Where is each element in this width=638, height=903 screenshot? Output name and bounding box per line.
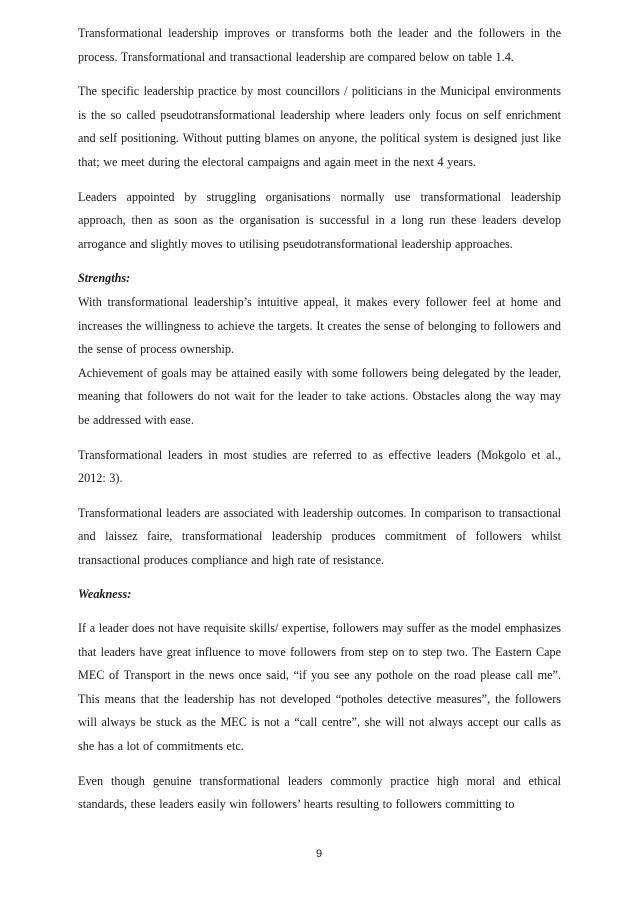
strengths-heading: Strengths: [78, 271, 131, 286]
page-number: 9 [315, 848, 323, 860]
strengths-paragraph-effective: Transformational leaders in most studies are referred to as effective leaders (Mokgolo et al., 2012: 3). [78, 447, 561, 486]
paragraph-pseudotransformational: The specific leadership practice by most councillors / politicians in the Municipal environments is the so called pseudotransformational leadership where leaders only focus on self enrichment and self positioning. Without putting blames on anyone, the political system is designed just like that; we meet during the electoral campaigns and again meet in the next 4 years. [78, 84, 561, 169]
strengths-paragraph-appeal: With transformational leadership’s intuitive appeal, it makes every follower feel at home and increases the willingness to achieve the targets. It creates the sense of belonging to followers and the sense of process ownership. [78, 294, 561, 357]
weakness-paragraph-skills: If a leader does not have requisite skills/ expertise, followers may suffer as the model emphasizes that leaders have great influence to move followers from step on to step two. The Eastern Cape MEC of Transport in the news once said, “if you see any pothole on the road please call me”. This means that the leadership has not developed “potholes detective measures”, the followers will always be stuck as the MEC is not a “call centre”, she will not always accept our calls as she has a lot of commitments etc. [78, 621, 561, 754]
weakness-heading: Weakness: [78, 587, 132, 602]
paragraph-intro: Transformational leadership improves or transforms both the leader and the followers in the process. Transformational and transactional leadership are compared below on table 1.4. [78, 26, 561, 64]
strengths-paragraph-goals: Achievement of goals may be attained easily with some followers being delegated by the leader, meaning that followers do not wait for the leader to take actions. Obstacles along the way may be addressed with ease. [78, 365, 561, 427]
weakness-paragraph-moral: Even though genuine transformational leaders commonly practice high moral and ethical standards, these leaders easily win followers’ hearts resulting to followers committing to [78, 773, 561, 812]
strengths-paragraph-outcomes: Transformational leaders are associated with leadership outcomes. In comparison to transactional and laissez faire, transformational leadership produces commitment of followers whilst transactional produces compliance and high rate of resistance. [78, 505, 561, 567]
document-page [78, 22, 561, 828]
paragraph-struggling-organisations: Leaders appointed by struggling organisations normally use transformational leadership approach, then as soon as the organisation is successful in a long run these leaders develop arrogance and slightly moves to utilising pseudotransformational leadership approaches. [78, 189, 561, 251]
